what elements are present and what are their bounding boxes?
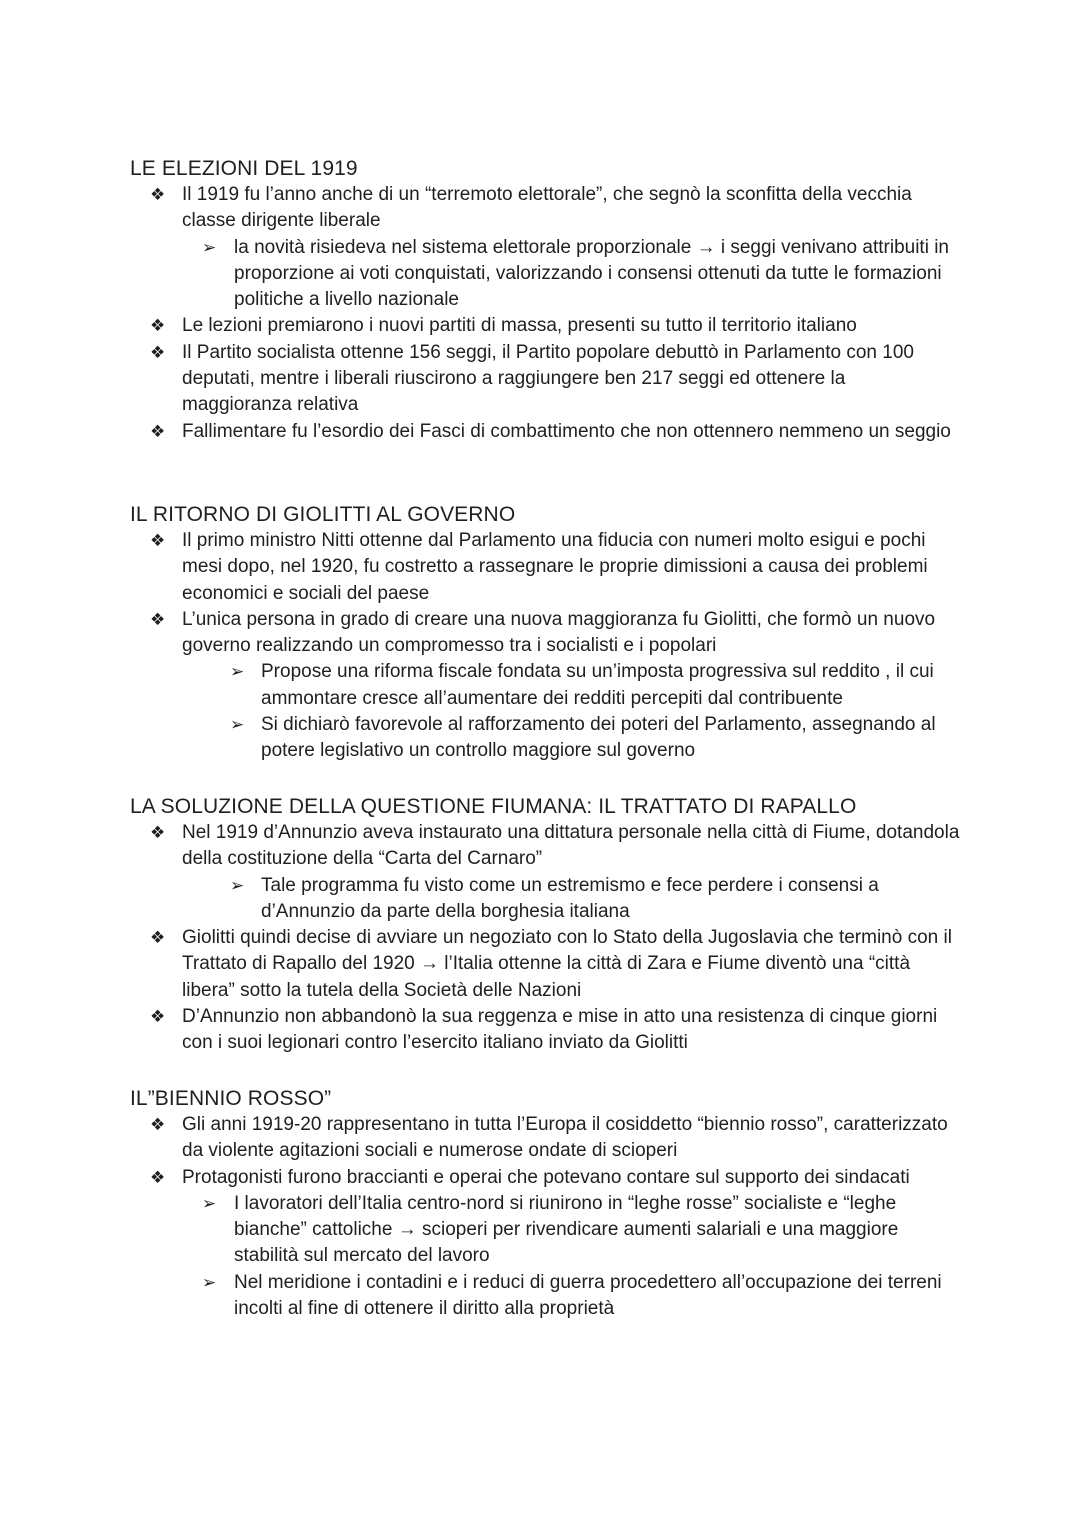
sub-list-item-text: la novità risiedeva nel sistema elettorale proporzionale → i seggi venivano attribuiti in proporzione ai voti conquistati, valorizzando i consensi ottenuti da tutte le formazioni politiche a livello nazionale xyxy=(234,236,949,311)
arrowhead-bullet-icon: ➢ xyxy=(202,1272,217,1292)
section-heading: LE ELEZIONI DEL 1919 xyxy=(130,157,358,180)
list-item-text: Le lezioni premiarono i nuovi partiti di massa, presenti su tutto il territorio italiano xyxy=(182,315,857,337)
sub-list-item-text: Tale programma fu visto come un estremismo e fece perdere i consensi a d’Annunzio da parte della borghesia italiana xyxy=(261,874,879,922)
arrowhead-bullet-icon: ➢ xyxy=(202,1193,217,1213)
list-item-text: D’Annunzio non abbandonò la sua reggenza e mise in atto una resistenza di cinque giorni con i suoi legionari contro l’esercito italiano inviato da Giolitti xyxy=(182,1006,938,1054)
list-item-text: Fallimentare fu l’esordio dei Fasci di combattimento che non ottennero nemmeno un seggio xyxy=(182,420,951,442)
list-item-text: Protagonisti furono braccianti e operai che potevano contare sul supporto dei sindacati xyxy=(182,1166,910,1188)
list-item xyxy=(130,607,960,660)
list-item-text: Il Partito socialista ottenne 156 seggi, il Partito popolare debuttò in Parlamento con 100 deputati, mentre i liberali riuscirono a raggiungere ben 217 seggi ed ottenere la maggioranza relativa xyxy=(182,341,914,416)
four-diamond-bullet-icon: ❖ xyxy=(150,421,166,441)
arrowhead-bullet-icon: ➢ xyxy=(230,875,245,895)
section-ritorno-giolitti xyxy=(130,502,960,765)
section-questione-fiumana xyxy=(130,794,960,1057)
sub-list-item-text: Propose una riforma fiscale fondata su un’imposta progressiva sul reddito , il cui ammontare cresce all’aumentare dei redditi percepiti dal contribuente xyxy=(261,661,934,709)
arrowhead-bullet-icon: ➢ xyxy=(230,662,245,682)
section-heading: IL”BIENNIO ROSSO” xyxy=(130,1087,332,1110)
list-item-text: Gli anni 1919-20 rappresentano in tutta l’Europa il cosiddetto “biennio rosso”, caratterizzato da violente agitazioni sociali e numerose ondate di scioperi xyxy=(182,1114,948,1162)
four-diamond-bullet-icon: ❖ xyxy=(150,609,166,629)
four-diamond-bullet-icon: ❖ xyxy=(150,342,166,362)
four-diamond-bullet-icon: ❖ xyxy=(150,1007,166,1027)
list-item-text: Giolitti quindi decise di avviare un negoziato con lo Stato della Jugoslavia che terminò con il Trattato di Rapallo del 1920 → l’Italia ottenne la città di Zara e Fiume diventò una “città libera” sotto la tutela della Società delle Nazioni xyxy=(182,927,952,1001)
four-diamond-bullet-icon: ❖ xyxy=(150,928,166,948)
list-item xyxy=(130,182,960,235)
section-elezioni-1919 xyxy=(130,156,960,445)
list-item xyxy=(130,925,960,1004)
section-biennio-rosso xyxy=(130,1086,960,1322)
list-item-text: Il 1919 fu l’anno anche di un “terremoto elettorale”, che segnò la sconfitta della vecchia classe dirigente liberale xyxy=(182,184,912,232)
four-diamond-bullet-icon: ❖ xyxy=(150,1167,166,1187)
sub-list-item xyxy=(130,235,960,314)
sub-list-item-text: Nel meridione i contadini e i reduci di guerra procedettero all’occupazione dei terreni incolti al fine di ottenere il diritto alla proprietà xyxy=(234,1271,942,1320)
list-item xyxy=(130,1004,960,1057)
four-diamond-bullet-icon: ❖ xyxy=(150,823,166,842)
sub-list-item xyxy=(130,1191,960,1270)
sub-list-item xyxy=(130,659,960,712)
list-item xyxy=(130,528,960,607)
arrowhead-bullet-icon: ➢ xyxy=(202,237,217,257)
list-item xyxy=(130,340,960,419)
four-diamond-bullet-icon: ❖ xyxy=(150,531,166,550)
list-item xyxy=(130,313,960,339)
list-item xyxy=(130,1165,960,1191)
sub-list-item xyxy=(130,1270,960,1323)
sub-list-item-text: I lavoratori dell’Italia centro-nord si riunirono in “leghe rosse” socialiste e “leghe bianche” cattoliche → scioperi per rivendicare aumenti salariali e una maggiore stabilità sul mercato del lavoro xyxy=(234,1192,899,1267)
list-item-text: Nel 1919 d’Annunzio aveva instaurato una dittatura personale nella città di Fiume, dotandola della costituzione della “Carta del Carnaro” xyxy=(182,822,960,870)
sub-list-item-text: Si dichiarò favorevole al rafforzamento dei poteri del Parlamento, assegnando al potere legislativo un controllo maggiore sul governo xyxy=(261,714,936,762)
section-heading: LA SOLUZIONE DELLA QUESTIONE FIUMANA: IL TRATTATO DI RAPALLO xyxy=(130,795,857,818)
section-heading: IL RITORNO DI GIOLITTI AL GOVERNO xyxy=(130,503,516,526)
list-item xyxy=(130,419,960,445)
four-diamond-bullet-icon: ❖ xyxy=(150,1115,166,1134)
list-item xyxy=(130,820,960,873)
list-item-text: Il primo ministro Nitti ottenne dal Parlamento una fiducia con numeri molto esigui e pochi mesi dopo, nel 1920, fu costretto a rassegnare le proprie dimissioni a causa dei problemi economici e sociali del paese xyxy=(182,530,928,604)
four-diamond-bullet-icon: ❖ xyxy=(150,316,166,336)
sub-list-item xyxy=(130,712,960,765)
list-item-text: L’unica persona in grado di creare una nuova maggioranza fu Giolitti, che formò un nuovo governo realizzando un compromesso tra i socialisti e i popolari xyxy=(182,608,936,657)
four-diamond-bullet-icon: ❖ xyxy=(150,185,166,204)
list-item xyxy=(130,1112,960,1165)
sub-list-item xyxy=(130,873,960,926)
arrowhead-bullet-icon: ➢ xyxy=(230,715,245,735)
